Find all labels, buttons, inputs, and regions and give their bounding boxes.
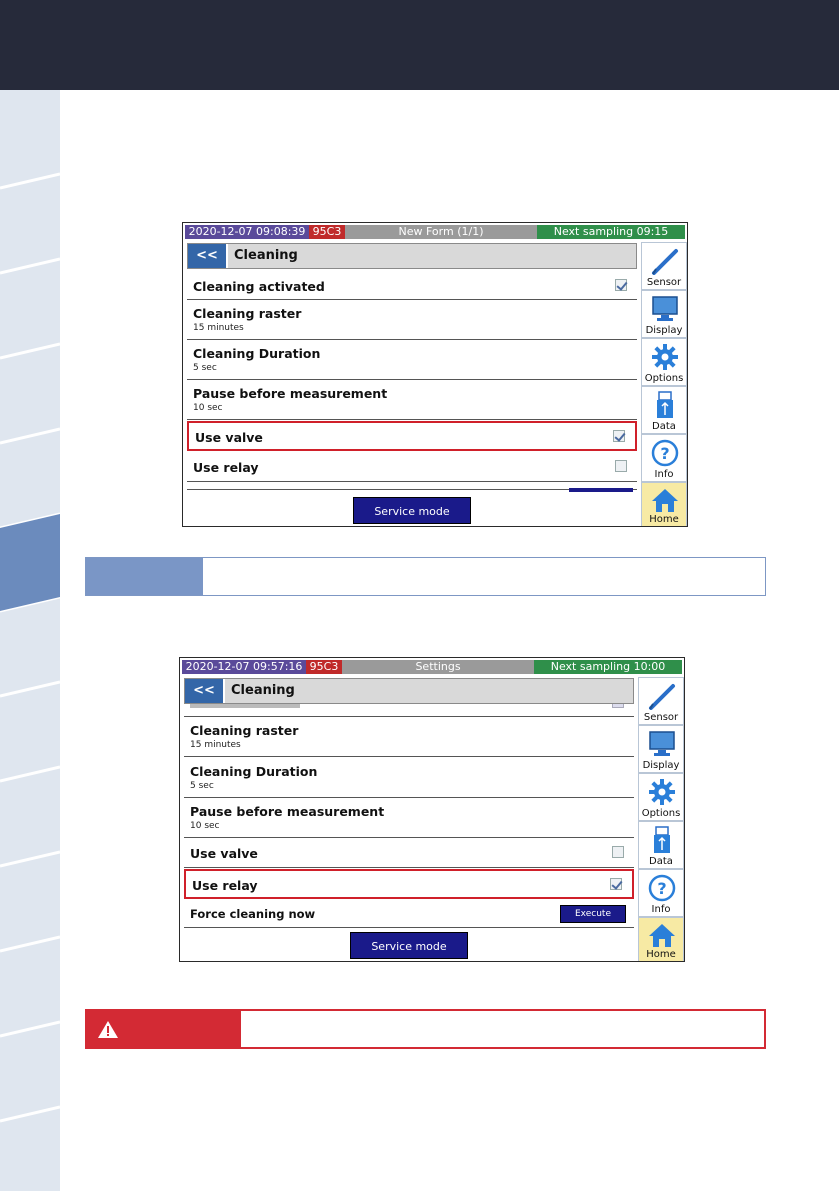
sidebar xyxy=(638,677,684,961)
setting-label: Cleaning activated xyxy=(193,279,325,294)
setting-label: Pause before measurement xyxy=(193,386,388,401)
sidebar-label: Display xyxy=(642,760,680,771)
sensor-pen-icon xyxy=(650,247,680,275)
sidebar-home[interactable] xyxy=(641,482,687,527)
setting-value: 10 sec xyxy=(190,821,220,831)
sidebar-display[interactable] xyxy=(641,290,687,338)
sidebar-label: Sensor xyxy=(646,277,682,288)
status-form: Settings xyxy=(342,660,534,674)
sidebar-display[interactable] xyxy=(638,725,684,773)
status-code: 95C3 xyxy=(306,660,342,674)
status-bar xyxy=(182,660,682,674)
sidebar-label: Info xyxy=(651,904,671,915)
question-circle-icon xyxy=(647,874,677,902)
device-screen-2 xyxy=(179,657,685,962)
sidebar-label: Sensor xyxy=(643,712,679,723)
setting-value: 15 minutes xyxy=(193,323,244,333)
status-code: 95C3 xyxy=(309,225,345,239)
usb-drive-icon xyxy=(647,826,677,854)
sidebar-label: Info xyxy=(654,469,674,480)
execute-button[interactable]: Execute xyxy=(560,905,626,923)
device-screen-1 xyxy=(182,222,688,527)
sidebar xyxy=(641,242,687,526)
warning-tag xyxy=(87,1011,241,1047)
header-band xyxy=(0,0,839,90)
service-mode-button[interactable]: Service mode xyxy=(350,932,468,959)
status-next-sampling: Next sampling 10:00 xyxy=(534,660,682,674)
sidebar-options[interactable] xyxy=(638,773,684,821)
setting-cleaning-raster[interactable] xyxy=(184,717,634,757)
sidebar-info[interactable] xyxy=(641,434,687,482)
sensor-pen-icon xyxy=(647,682,677,710)
gear-icon xyxy=(650,343,680,371)
sidebar-data[interactable] xyxy=(641,386,687,434)
setting-use-valve[interactable] xyxy=(184,838,634,868)
sidebar-data[interactable] xyxy=(638,821,684,869)
setting-label: Force cleaning now xyxy=(190,907,316,921)
note-tag xyxy=(86,558,203,595)
monitor-icon xyxy=(650,295,680,323)
setting-label: Use valve xyxy=(190,846,258,861)
sidebar-label: Home xyxy=(646,949,676,960)
setting-force-cleaning-now xyxy=(184,901,634,928)
checkbox-use-relay[interactable] xyxy=(615,460,627,472)
warning-triangle-icon xyxy=(97,1020,119,1039)
svg-text:?: ? xyxy=(657,879,667,898)
setting-pause-before-measurement[interactable] xyxy=(187,380,637,420)
screen-title: Cleaning xyxy=(231,683,295,698)
screen-header xyxy=(187,243,637,269)
sidebar-label: Data xyxy=(652,421,676,432)
setting-cleaning-activated[interactable] xyxy=(187,273,637,300)
setting-pause-before-measurement[interactable] xyxy=(184,798,634,838)
scrolled-row-edge xyxy=(187,482,637,490)
sidebar-sensor[interactable] xyxy=(638,677,684,725)
sidebar-label: Options xyxy=(644,373,684,384)
setting-label: Use valve xyxy=(195,430,263,445)
chapter-tabs xyxy=(0,90,60,1191)
monitor-icon xyxy=(647,730,677,758)
svg-text:?: ? xyxy=(660,444,670,463)
sidebar-options[interactable] xyxy=(641,338,687,386)
sidebar-home[interactable] xyxy=(638,917,684,962)
setting-label: Use relay xyxy=(193,460,259,475)
screen-header xyxy=(184,678,634,704)
sidebar-label: Data xyxy=(649,856,673,867)
question-circle-icon xyxy=(650,439,680,467)
setting-value: 15 minutes xyxy=(190,740,241,750)
setting-label: Cleaning Duration xyxy=(190,764,318,779)
status-form: New Form (1/1) xyxy=(345,225,537,239)
checkbox-use-relay[interactable] xyxy=(610,878,622,890)
home-icon xyxy=(650,487,680,515)
setting-label: Cleaning raster xyxy=(193,306,302,321)
setting-cleaning-raster[interactable] xyxy=(187,300,637,340)
sidebar-label: Home xyxy=(649,514,679,525)
checkbox-cleaning-activated[interactable] xyxy=(615,279,627,291)
home-icon xyxy=(647,922,677,950)
setting-cleaning-duration[interactable] xyxy=(184,757,634,798)
sidebar-info[interactable] xyxy=(638,869,684,917)
setting-value: 5 sec xyxy=(190,781,214,791)
setting-label: Pause before measurement xyxy=(190,804,385,819)
setting-value: 10 sec xyxy=(193,403,223,413)
screen-title: Cleaning xyxy=(234,248,298,263)
status-datetime: 2020-12-07 09:08:39 xyxy=(185,225,309,239)
note-callout xyxy=(85,557,766,596)
warning-callout xyxy=(85,1009,766,1049)
sidebar-sensor[interactable] xyxy=(641,242,687,290)
service-mode-button[interactable]: Service mode xyxy=(353,497,471,524)
status-datetime: 2020-12-07 09:57:16 xyxy=(182,660,306,674)
scrolled-row-top xyxy=(184,702,634,717)
checkbox-use-valve[interactable] xyxy=(613,430,625,442)
usb-drive-icon xyxy=(650,391,680,419)
checkbox-use-valve[interactable] xyxy=(612,846,624,858)
setting-use-relay[interactable] xyxy=(187,453,637,482)
setting-cleaning-duration[interactable] xyxy=(187,340,637,380)
back-button[interactable]: << xyxy=(185,679,223,703)
setting-use-valve[interactable] xyxy=(187,421,637,451)
setting-label: Use relay xyxy=(192,878,258,893)
gear-icon xyxy=(647,778,677,806)
status-next-sampling: Next sampling 09:15 xyxy=(537,225,685,239)
setting-use-relay[interactable] xyxy=(184,869,634,899)
back-button[interactable]: << xyxy=(188,244,226,268)
status-bar xyxy=(185,225,685,239)
sidebar-label: Display xyxy=(645,325,683,336)
sidebar-label: Options xyxy=(641,808,681,819)
setting-value: 5 sec xyxy=(193,363,217,373)
setting-label: Cleaning Duration xyxy=(193,346,321,361)
setting-label: Cleaning raster xyxy=(190,723,299,738)
